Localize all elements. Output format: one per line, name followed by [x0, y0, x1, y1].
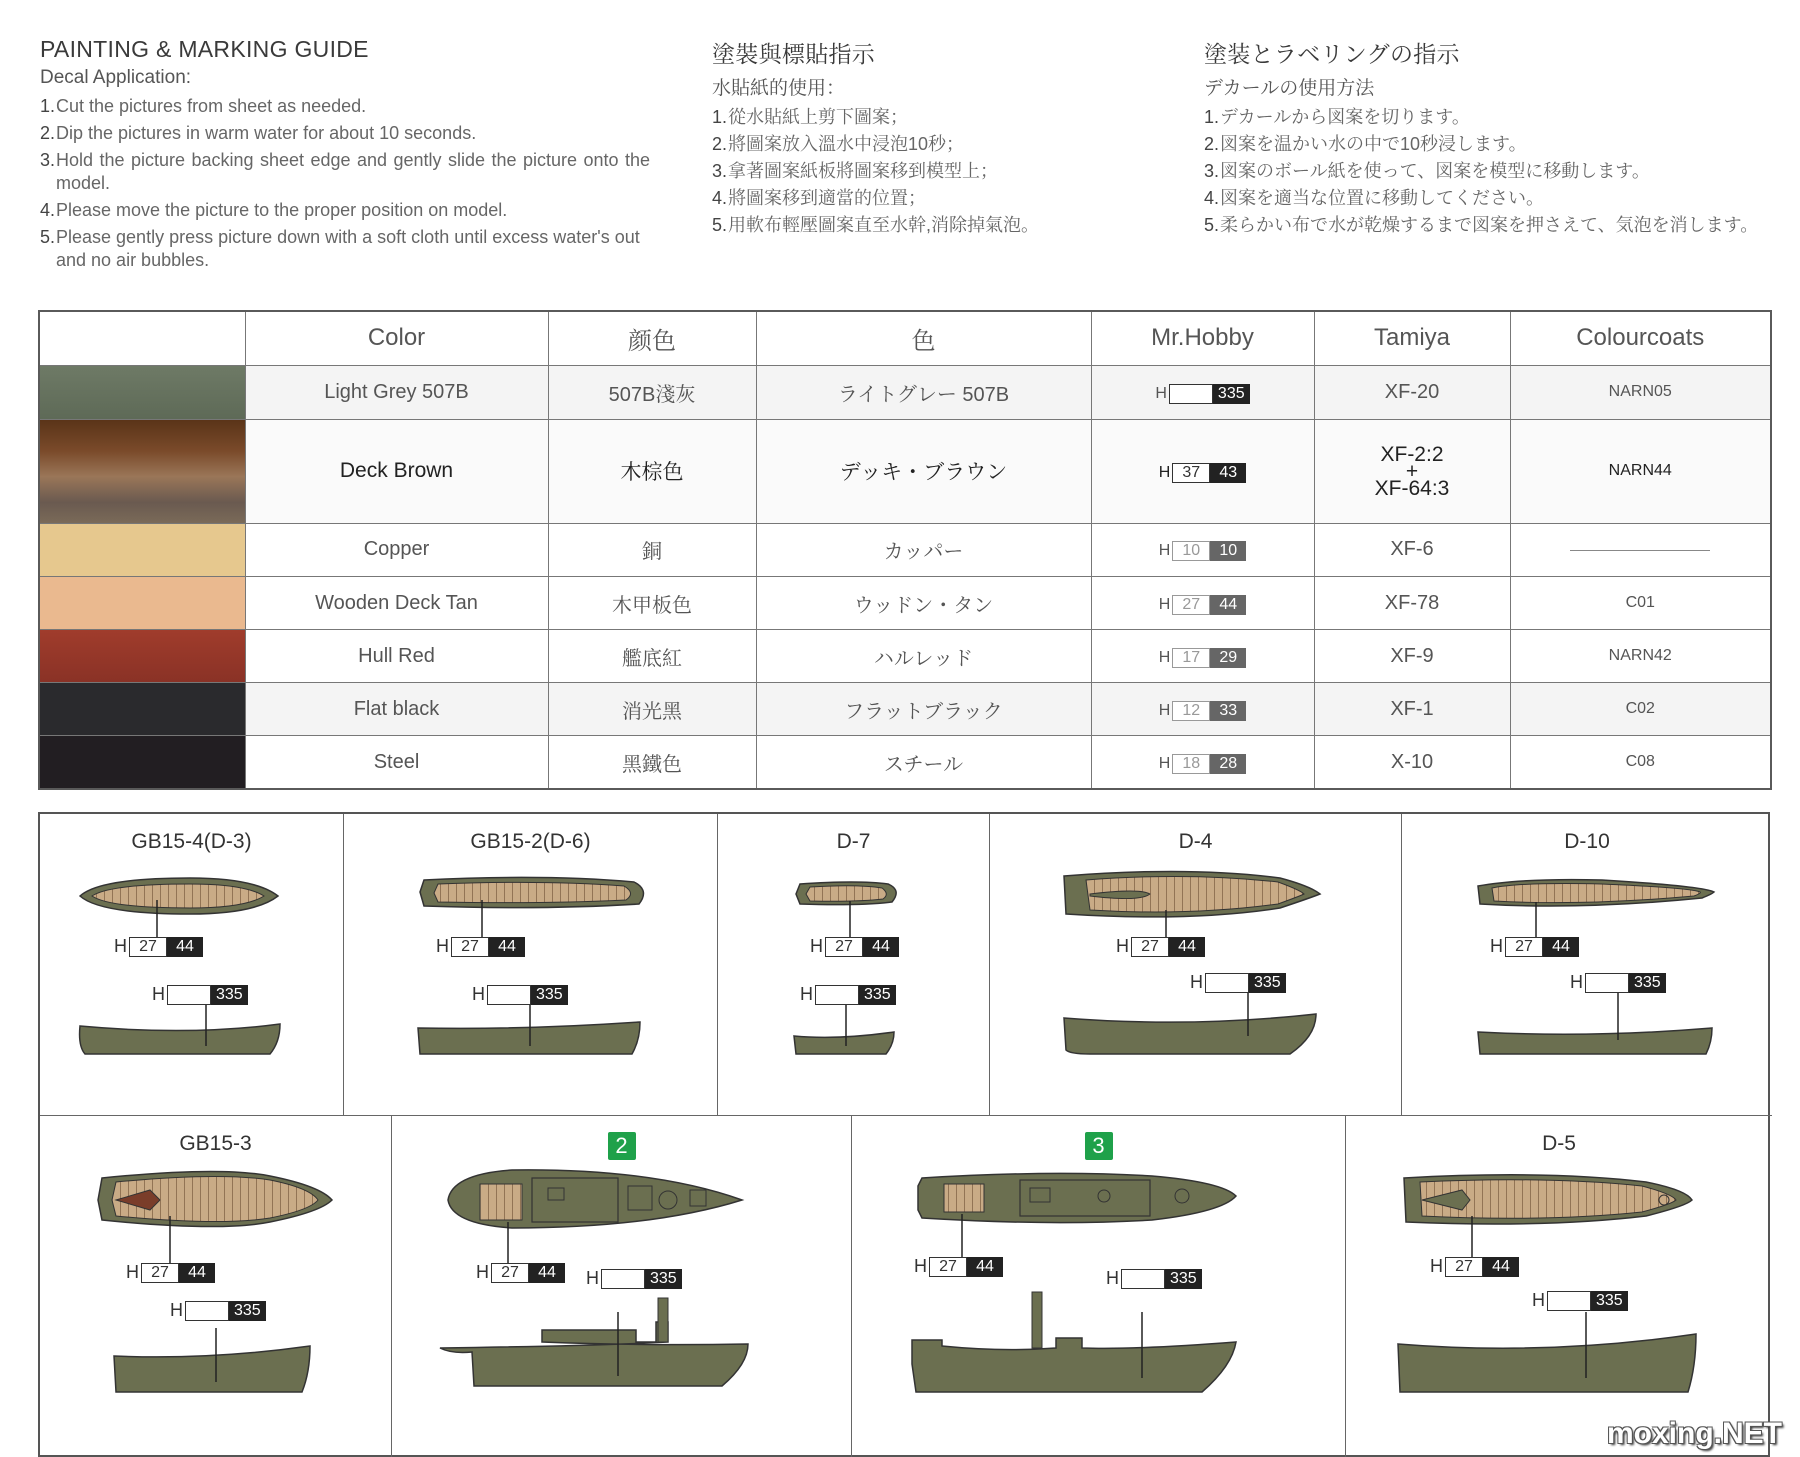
step-number: 3. [1204, 161, 1220, 181]
paint-code-a [185, 1301, 229, 1321]
colourcoats-code: C01 [1510, 577, 1771, 630]
table-row [39, 523, 1771, 576]
paint-prefix: H [1430, 1256, 1443, 1276]
step-item [1204, 187, 1784, 210]
mrhobby-code [1091, 523, 1314, 576]
paint-prefix: H [476, 1262, 489, 1282]
guide-title-jp: 塗装とラベリングの指示 [1204, 41, 1460, 67]
paint-code-b: 44 [489, 937, 525, 957]
step-number: 5. [712, 215, 728, 235]
table-row [39, 683, 1771, 736]
color-swatch [39, 523, 245, 576]
color-jp-header: 色 [756, 311, 1091, 365]
boat-drawing [40, 814, 344, 1116]
colourcoats-code: NARN42 [1510, 630, 1771, 683]
step-number: 2. [40, 123, 56, 143]
hull-paint-chip [586, 1268, 682, 1289]
step-number: 2. [712, 134, 728, 154]
paint-code-b: 33 [1210, 701, 1246, 721]
decal-subtitle: Decal Application: [40, 67, 192, 88]
paint-prefix: H [1158, 701, 1171, 719]
boat-drawing [718, 814, 990, 1116]
step-item [712, 160, 1132, 183]
step-text: Hold the picture backing sheet edge and gently slide the picture onto the model. [56, 150, 650, 193]
table-row [39, 419, 1771, 523]
colourcoats-header: Colourcoats [1510, 311, 1771, 365]
paint-code-a [1547, 1291, 1591, 1311]
paint-code-a: 27 [1445, 1257, 1483, 1277]
paint-code-b: 44 [1169, 937, 1205, 957]
hull-paint-chip [800, 984, 896, 1005]
paint-code-a [1169, 384, 1213, 404]
hull-paint-chip [1106, 1268, 1202, 1289]
deck-paint-chip [126, 1262, 215, 1283]
step-text: Please move the picture to the proper position on model. [56, 200, 508, 220]
mrhobby-code [1091, 630, 1314, 683]
step-item [712, 214, 1132, 237]
paint-code-b: 44 [529, 1263, 565, 1283]
paint-prefix: H [114, 936, 127, 956]
paint-chip [1155, 384, 1249, 404]
paint-code-a [1585, 973, 1629, 993]
step-text: 柔らかい布で水が乾燥するまで図案を押さえて、気泡を消します。 [1220, 215, 1759, 235]
swatch-header [39, 311, 245, 365]
tamiya-code: XF-9 [1314, 630, 1510, 683]
boat-title: D-5 [1542, 1132, 1576, 1155]
paint-prefix: H [1490, 936, 1503, 956]
paint-prefix: H [914, 1256, 927, 1276]
color-swatch [39, 683, 245, 736]
paint-code-a: 10 [1172, 541, 1210, 561]
paint-prefix: H [1158, 595, 1171, 613]
color-name-jp: カッパー [756, 523, 1091, 576]
color-name: Hull Red [245, 630, 548, 683]
step-text: 從水貼紙上剪下圖案； [728, 107, 908, 127]
guide-title: PAINTING & MARKING GUIDE [40, 36, 369, 62]
step-item [40, 149, 650, 195]
paint-chip [1159, 595, 1247, 615]
hull-paint-chip [170, 1300, 266, 1321]
boat-drawing [1402, 814, 1772, 1116]
color-name-cn: 木甲板色 [548, 577, 756, 630]
step-number: 4. [712, 188, 728, 208]
paint-prefix: H [126, 1262, 139, 1282]
paint-code-a [487, 985, 531, 1005]
paint-code-b: 44 [967, 1257, 1003, 1277]
color-name-cn: 木棕色 [548, 419, 756, 523]
paint-prefix: H [152, 984, 165, 1004]
step-item [40, 199, 650, 222]
tamiya-code: XF-1 [1314, 683, 1510, 736]
step-item [40, 95, 650, 118]
paint-code-a: 27 [129, 937, 167, 957]
paint-prefix: H [1116, 936, 1129, 956]
deck-paint-chip [1430, 1256, 1519, 1277]
paint-code-b: 43 [1210, 463, 1246, 483]
color-name: Deck Brown [245, 419, 548, 523]
color-name-cn: 銅 [548, 523, 756, 576]
step-number: 4. [40, 200, 56, 220]
deck-paint-chip [1116, 936, 1205, 957]
hull-paint-chip [472, 984, 568, 1005]
boat-panel-gb15-4 [40, 814, 344, 1116]
step-text: Dip the pictures in warm water for about 10 seconds. [56, 123, 477, 143]
mrhobby-code [1091, 736, 1314, 789]
paint-code-a [601, 1269, 645, 1289]
color-header: Color [245, 311, 548, 365]
paint-prefix: H [1158, 464, 1171, 482]
color-swatch [39, 630, 245, 683]
color-name: Flat black [245, 683, 548, 736]
paint-code-b: 335 [1591, 1291, 1628, 1311]
hull-paint-chip [1190, 972, 1286, 993]
boat-title: GB15-3 [179, 1132, 252, 1155]
tamiya-mix-b: XF-64:3 [1374, 476, 1450, 500]
paint-prefix: H [436, 936, 449, 956]
color-name-jp: フラットブラック [756, 683, 1091, 736]
paint-code-a: 27 [451, 937, 489, 957]
paint-code-b: 335 [1165, 1269, 1202, 1289]
paint-prefix: H [1570, 972, 1583, 992]
color-name-cn: 艦底紅 [548, 630, 756, 683]
mrhobby-code [1091, 683, 1314, 736]
color-name-jp: スチール [756, 736, 1091, 789]
tamiya-mix-a: XF-2:2 [1380, 442, 1444, 466]
paint-code-b: 335 [859, 985, 896, 1005]
deck-paint-chip [810, 936, 899, 957]
table-header-row [39, 311, 1771, 365]
step-item [1204, 160, 1784, 183]
colourcoats-code: C02 [1510, 683, 1771, 736]
paint-chip [1159, 754, 1247, 774]
deck-paint-chip [914, 1256, 1003, 1277]
step-item [40, 122, 650, 145]
paint-code-a [167, 985, 211, 1005]
boat-drawing [40, 1116, 392, 1457]
color-name-jp: ウッドン・タン [756, 577, 1091, 630]
step-item [1204, 106, 1784, 129]
paint-prefix: H [1158, 754, 1171, 772]
deck-paint-chip [476, 1262, 565, 1283]
step-text: 用軟布輕壓圖案直至水幹,消除掉氣泡。 [728, 215, 1039, 235]
boat-title: GB15-2(D-6) [470, 830, 591, 853]
no-equivalent-dash [1570, 550, 1710, 551]
step-text: 図案のボール紙を使って、図案を模型に移動します。 [1220, 161, 1650, 181]
boat-panel-d10 [1402, 814, 1772, 1116]
paint-code-b: 335 [211, 985, 248, 1005]
color-swatch [39, 419, 245, 523]
paint-prefix: H [1158, 648, 1171, 666]
paint-prefix: H [1190, 972, 1203, 992]
table-row [39, 365, 1771, 419]
paint-code-a [1205, 973, 1249, 993]
tamiya-code: XF-78 [1314, 577, 1510, 630]
instructions-english [40, 36, 650, 276]
step-text: 將圖案移到適當的位置； [728, 188, 926, 208]
boat-title: GB15-4(D-3) [131, 830, 252, 853]
paint-code-b: 10 [1210, 541, 1246, 561]
step-item [1204, 214, 1784, 237]
boat-panel-gb15-2 [344, 814, 718, 1116]
step-item [1204, 133, 1784, 156]
colourcoats-code: C08 [1510, 736, 1771, 789]
paint-prefix: H [1158, 542, 1171, 560]
step-text: 拿著圖案紙板將圖案移到模型上； [728, 161, 998, 181]
instructions-japanese [1204, 36, 1784, 241]
paint-prefix: H [1106, 1268, 1119, 1288]
step-item [712, 187, 1132, 210]
paint-prefix: H [1155, 384, 1167, 402]
step-number: 3. [40, 150, 56, 170]
paint-chip [1159, 701, 1247, 721]
paint-prefix: H [170, 1300, 183, 1320]
hull-paint-chip [152, 984, 248, 1005]
tamiya-code: XF-20 [1314, 365, 1510, 419]
paint-chip [1159, 648, 1247, 668]
boat-panel-d4 [990, 814, 1402, 1116]
step-text: 図案を温かい水の中で10秒浸します。 [1220, 134, 1527, 154]
tamiya-code [1314, 419, 1510, 523]
boat-panel-2 [392, 1116, 852, 1457]
tamiya-header: Tamiya [1314, 311, 1510, 365]
step-badge: 2 [608, 1132, 636, 1160]
color-name-cn: 507B淺灰 [548, 365, 756, 419]
boat-drawing [1346, 1116, 1772, 1457]
instructions-chinese [712, 36, 1132, 241]
paint-code-b: 335 [531, 985, 568, 1005]
step-text: 將圖案放入溫水中浸泡10秒； [728, 134, 965, 154]
color-name-jp: ハルレッド [756, 630, 1091, 683]
step-list [40, 95, 650, 272]
paint-code-a [815, 985, 859, 1005]
mrhobby-header: Mr.Hobby [1091, 311, 1314, 365]
colourcoats-code [1510, 523, 1771, 576]
paint-code-b: 29 [1210, 648, 1246, 668]
paint-code-a: 17 [1172, 648, 1210, 668]
paint-code-a: 27 [929, 1257, 967, 1277]
boat-panel-d7 [718, 814, 990, 1116]
paint-code-a: 27 [1172, 595, 1210, 615]
boat-panel-d5 [1346, 1116, 1772, 1457]
paint-code-b: 44 [1483, 1257, 1519, 1277]
decal-subtitle-jp: デカールの使用方法 [1204, 78, 1375, 99]
color-name: Copper [245, 523, 548, 576]
table-row [39, 736, 1771, 789]
hull-paint-chip [1532, 1290, 1628, 1311]
step-text: Please gently press picture down with a soft cloth until excess water's out and no air bubbles. [56, 227, 640, 270]
paint-code-b: 44 [167, 937, 203, 957]
paint-code-b: 335 [1213, 384, 1250, 404]
color-swatch [39, 365, 245, 419]
step-number: 1. [40, 96, 56, 116]
guide-title-cn: 塗裝與標貼指示 [712, 41, 876, 67]
step-number: 5. [40, 227, 56, 247]
watermark: moxing.NET [1606, 1417, 1782, 1450]
step-number: 1. [1204, 107, 1220, 127]
step-item [712, 133, 1132, 156]
color-name-cn: 消光黑 [548, 683, 756, 736]
color-cn-header: 颜色 [548, 311, 756, 365]
deck-paint-chip [1490, 936, 1579, 957]
boat-drawing [344, 814, 718, 1116]
paint-code-a: 27 [491, 1263, 529, 1283]
boat-title: D-7 [836, 830, 871, 853]
colourcoats-code: NARN44 [1510, 419, 1771, 523]
paint-code-b: 335 [1629, 973, 1666, 993]
step-number: 2. [1204, 134, 1220, 154]
paint-code-b: 335 [229, 1301, 266, 1321]
paint-prefix: H [1532, 1290, 1545, 1310]
color-name-jp: デッキ・ブラウン [756, 419, 1091, 523]
paint-code-b: 335 [645, 1269, 682, 1289]
paint-chip [1159, 541, 1247, 561]
step-number: 3. [712, 161, 728, 181]
deck-paint-chip [114, 936, 203, 957]
step-text: 図案を適当な位置に移動してください。 [1220, 188, 1544, 208]
paint-code-b: 44 [1543, 937, 1579, 957]
paint-code-b: 44 [1210, 595, 1246, 615]
hull-paint-chip [1570, 972, 1666, 993]
paint-prefix: H [472, 984, 485, 1004]
color-name: Wooden Deck Tan [245, 577, 548, 630]
step-badge: 3 [1085, 1132, 1113, 1160]
boat-panels [38, 812, 1770, 1457]
tamiya-code: X-10 [1314, 736, 1510, 789]
color-name-jp: ライトグレー 507B [756, 365, 1091, 419]
boat-drawing [990, 814, 1402, 1116]
paint-code-a: 27 [1505, 937, 1543, 957]
paint-prefix: H [810, 936, 823, 956]
paint-code-a: 27 [1131, 937, 1169, 957]
table-row [39, 630, 1771, 683]
deck-paint-chip [436, 936, 525, 957]
paint-code-b: 44 [179, 1263, 215, 1283]
paint-code-b: 335 [1249, 973, 1286, 993]
decal-subtitle-cn: 水貼紙的使用： [712, 78, 846, 99]
boat-panel-gb15-3 [40, 1116, 392, 1457]
paint-code-a: 37 [1172, 463, 1210, 483]
paint-chip [1159, 463, 1247, 483]
color-swatch [39, 577, 245, 630]
color-swatch [39, 736, 245, 789]
step-number: 1. [712, 107, 728, 127]
step-text: Cut the pictures from sheet as needed. [56, 96, 367, 116]
paint-code-a [1121, 1269, 1165, 1289]
paint-code-a: 18 [1172, 754, 1210, 774]
step-text: デカールから図案を切ります。 [1220, 107, 1470, 127]
color-reference-table [38, 310, 1772, 790]
paint-code-a: 27 [141, 1263, 179, 1283]
table-row [39, 577, 1771, 630]
color-name: Light Grey 507B [245, 365, 548, 419]
tamiya-code: XF-6 [1314, 523, 1510, 576]
colourcoats-code: NARN05 [1510, 365, 1771, 419]
boat-drawing [852, 1116, 1346, 1457]
paint-code-a: 27 [825, 937, 863, 957]
color-name: Steel [245, 736, 548, 789]
step-list-cn [712, 106, 1132, 237]
step-item [712, 106, 1132, 129]
step-item [40, 226, 650, 272]
mrhobby-code [1091, 577, 1314, 630]
mrhobby-code [1091, 365, 1314, 419]
paint-prefix: H [800, 984, 813, 1004]
color-name-cn: 黑鐵色 [548, 736, 756, 789]
tamiya-mix-plus: + [1405, 459, 1419, 483]
paint-code-b: 44 [863, 937, 899, 957]
step-number: 5. [1204, 215, 1220, 235]
boat-panel-3 [852, 1116, 1346, 1457]
paint-code-a: 12 [1172, 701, 1210, 721]
step-number: 4. [1204, 188, 1220, 208]
paint-prefix: H [586, 1268, 599, 1288]
boat-title: D-10 [1564, 830, 1610, 853]
step-list-jp [1204, 106, 1784, 237]
paint-code-b: 28 [1210, 754, 1246, 774]
mrhobby-code [1091, 419, 1314, 523]
boat-title: D-4 [1178, 830, 1213, 853]
